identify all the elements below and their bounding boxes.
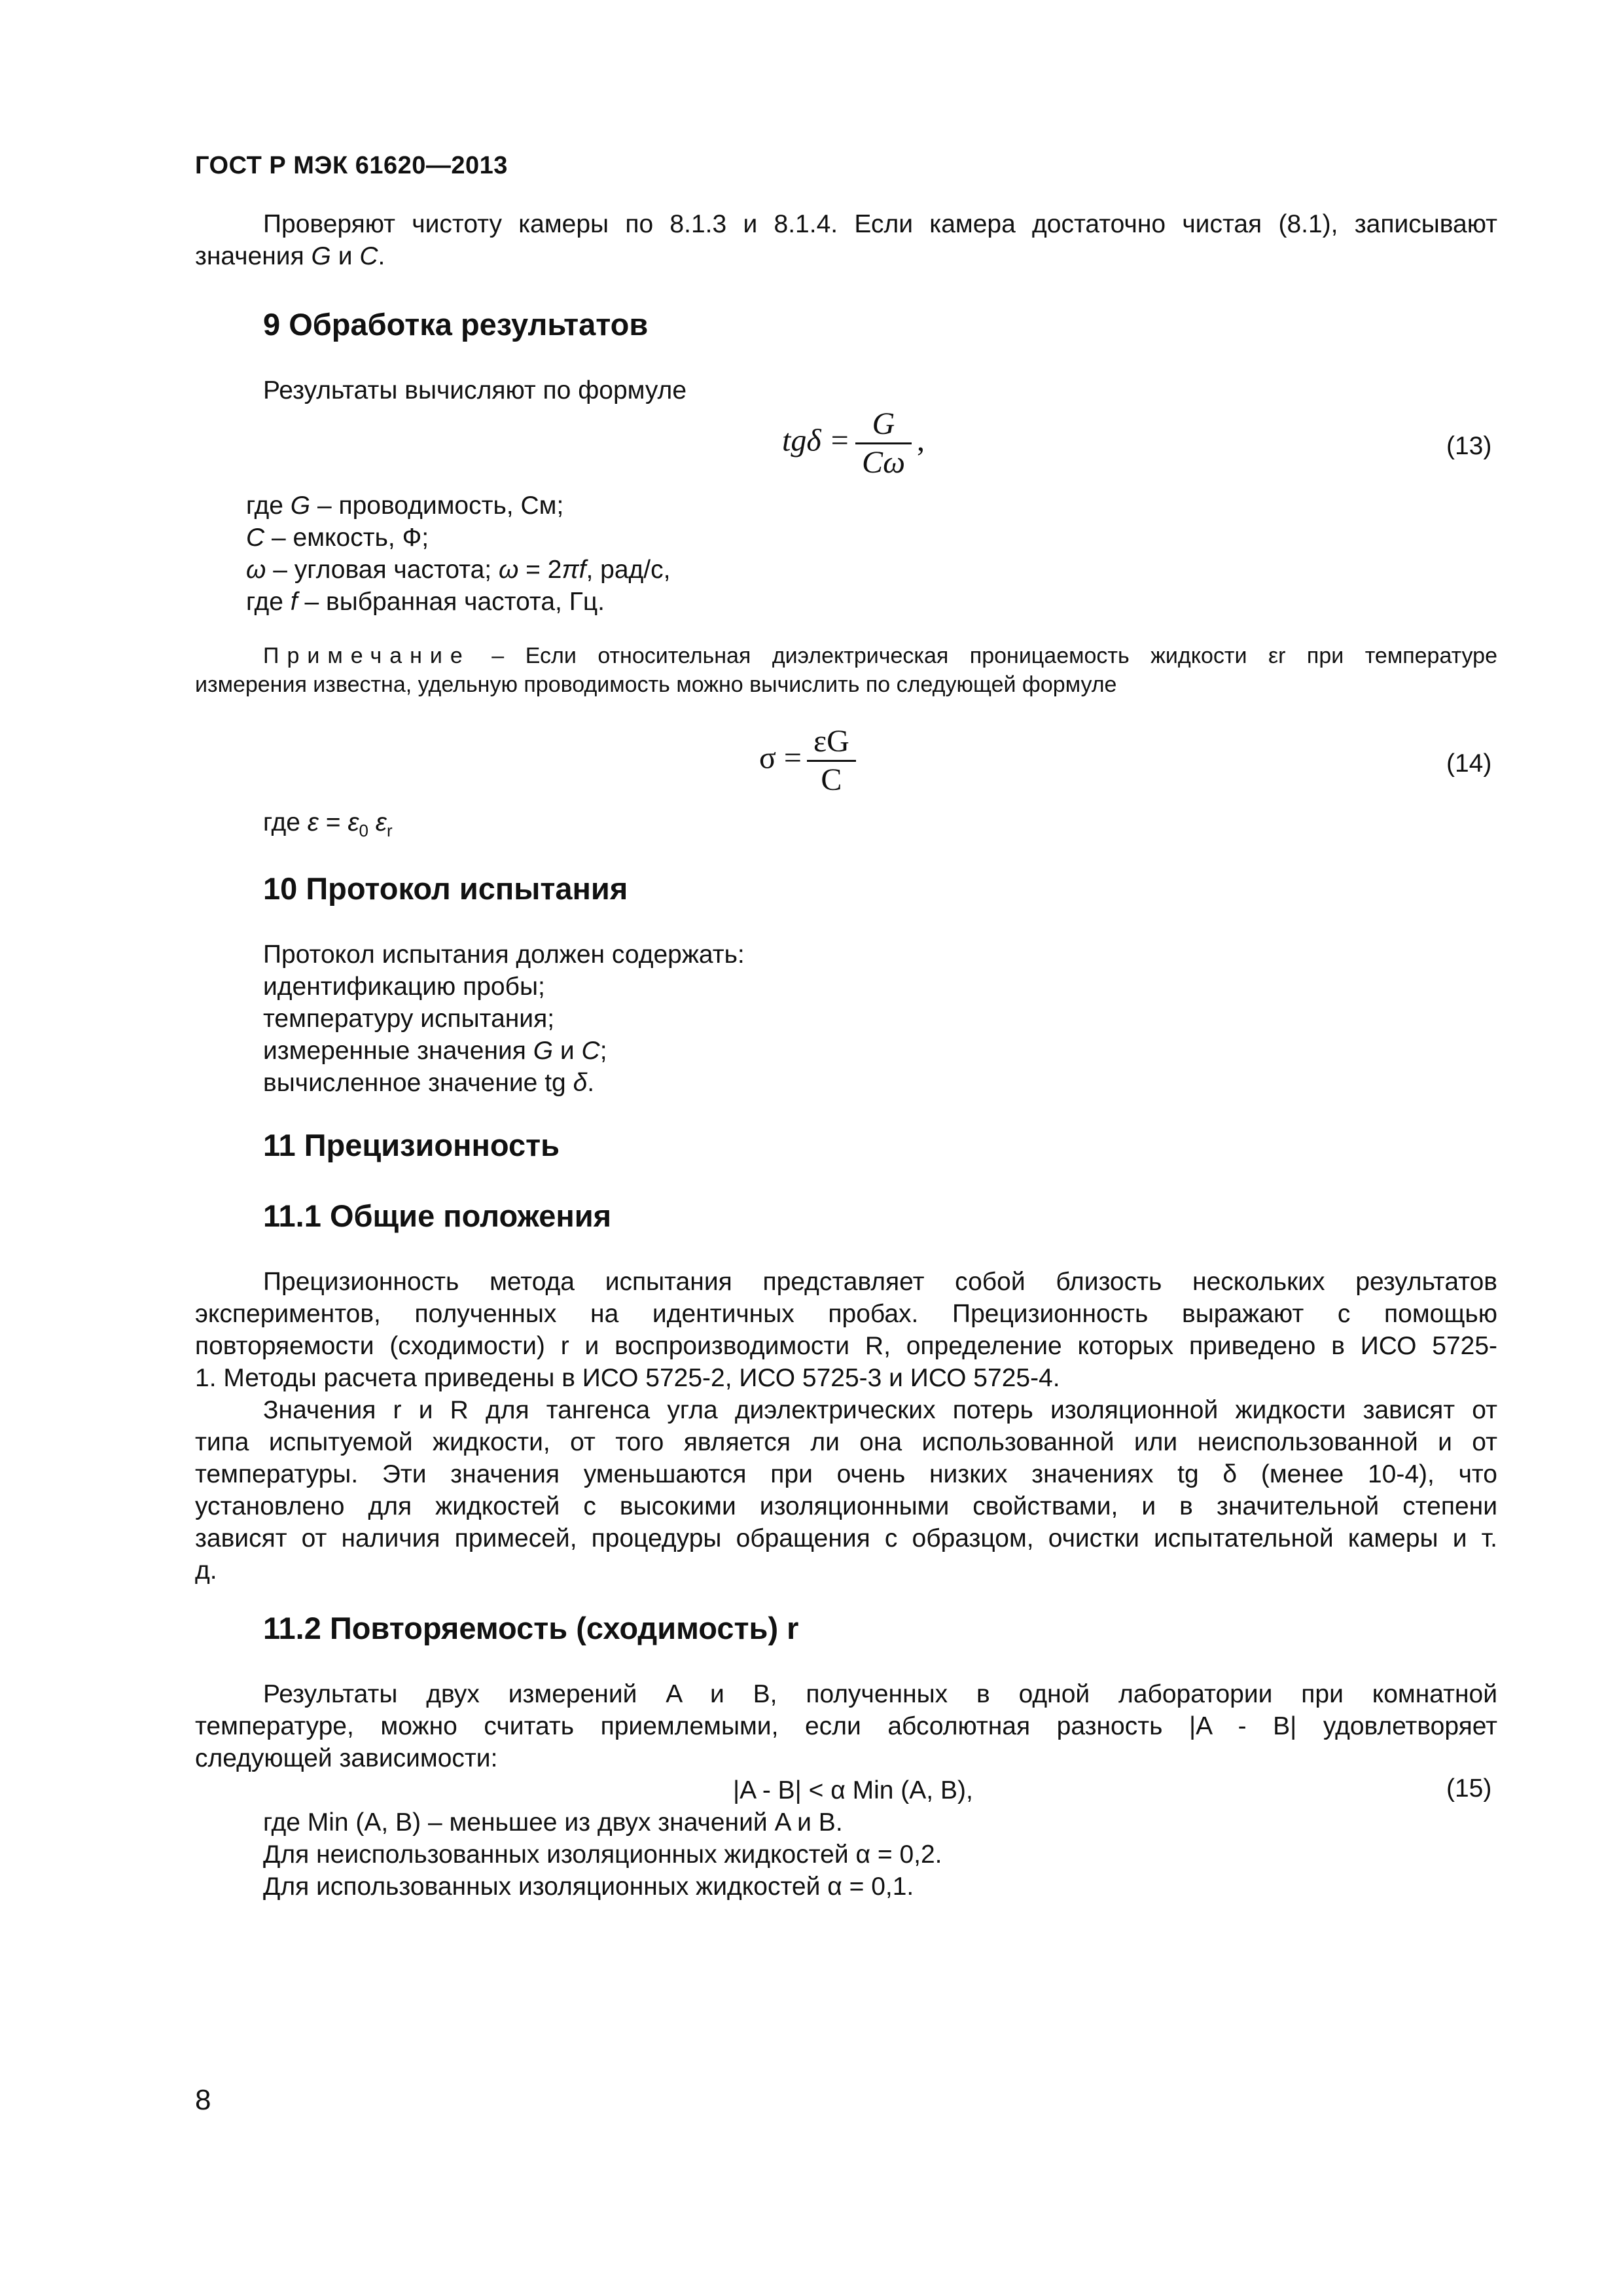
section-9-lead: Результаты вычисляют по формуле <box>263 376 687 404</box>
formula-13: tgδ = $\frac{G}{C\omega}$ , <box>782 406 925 480</box>
formula-15: |A - B| < α Min (A, B), <box>733 1776 973 1804</box>
note-line-1: Примечание – Если относительная диэлектрическая проницаемость жидкости εr при температуре <box>263 643 1497 668</box>
formula-14-fraction: $\frac{\varepsilon G}{C}$ <box>807 723 856 798</box>
protocol-list <box>263 939 745 1099</box>
paragraph-11-1-b: Значения r и R для тангенса угла диэлектрических потерь изоляционной жидкости зависят от типа испытуемой жидкости, от того является ли она использованной или неиспользованной и от температуры. Эти значения уменьшаются при очень низких значениях tg δ (менее 10-4), что установлено для жидкостей с высокими изоляционными свойствами, и в значительной степени зависят от наличия примесей, процедуры обращения с образцом, очистки испытательной камеры и т. д. <box>195 1396 1497 1585</box>
protocol-line-computed: вычисленное значение tg δ. <box>263 1069 595 1097</box>
section-10-title: 10 Протокол испытания <box>263 871 628 906</box>
where-item-omega: ω – угловая частота; ω = 2πf, рад/с, <box>246 556 671 584</box>
where-list <box>246 490 670 618</box>
alpha-line: Для неиспользованных изоляционных жидкостей α = 0,2. <box>263 1840 942 1869</box>
alpha-line: Для использованных изоляционных жидкостей α = 0,1. <box>263 1873 914 1901</box>
where-item-g: где G – проводимость, См; <box>246 492 564 520</box>
section-11-1-title: 11.1 Общие положения <box>263 1198 612 1233</box>
formula-14: σ = $\frac{\varepsilon G}{C}$ <box>759 723 861 798</box>
formula-14-where: где $\varepsilon = \varepsilon_0$ $\varepsilon_r$ <box>263 808 393 840</box>
page-number: 8 <box>195 2084 211 2116</box>
alpha-line: где Min (A, B) – меньшее из двух значений A и B. <box>263 1808 843 1837</box>
section-11-2-title: 11.2 Повторяемость (сходимость) r <box>263 1611 799 1645</box>
protocol-line-measured: измеренные значения G и C; <box>263 1037 607 1065</box>
formula-15-number: (15) <box>1446 1774 1492 1803</box>
protocol-line: температуру испытания; <box>263 1005 555 1033</box>
formula-13-fraction: $\frac{G}{C\omega}$ <box>855 406 912 481</box>
formula-13-number: (13) <box>1446 432 1492 460</box>
formula-14-number: (14) <box>1446 749 1492 778</box>
standard-designation: ГОСТ Р МЭК 61620—2013 <box>195 152 508 179</box>
intro-line-2: значения G и C. <box>195 242 385 270</box>
alpha-list <box>263 1806 942 1903</box>
paragraph-11-2: Результаты двух измерений A и B, полученных в одной лаборатории при комнатной температуре, можно считать приемлемыми, если абсолютная разность |A - B| удовлетворяет следующей зависимости: <box>195 1680 1497 1772</box>
intro-line-1: Проверяют чистоту камеры по 8.1.3 и 8.1.4. Если камера достаточно чистая (8.1), записывают <box>263 210 1497 238</box>
note-label: Примечание <box>263 643 471 668</box>
protocol-line: Протокол испытания должен содержать: <box>263 941 745 969</box>
protocol-line: идентификацию пробы; <box>263 973 545 1001</box>
section-9-title: 9 Обработка результатов <box>263 307 649 342</box>
paragraph-11-1-a: Прецизионность метода испытания представляет собой близость нескольких результатов экспериментов, полученных на идентичных пробах. Прецизионность выражают с помощью повторяемости (сходимости) r и воспроизводимости R, определение которых приведено в ИСО 5725- 1. Методы расчета приведены в ИСО 5725-2, ИСО 5725-3 и ИСО 5725-4. <box>195 1268 1497 1392</box>
note-line-2: измерения известна, удельную проводимость можно вычислить по следующей формуле <box>195 672 1117 697</box>
section-11-title: 11 Прецизионность <box>263 1128 560 1162</box>
note <box>195 641 1497 699</box>
where-item-f: где f – выбранная частота, Гц. <box>246 588 605 616</box>
where-item-c: C – емкость, Ф; <box>246 524 429 552</box>
